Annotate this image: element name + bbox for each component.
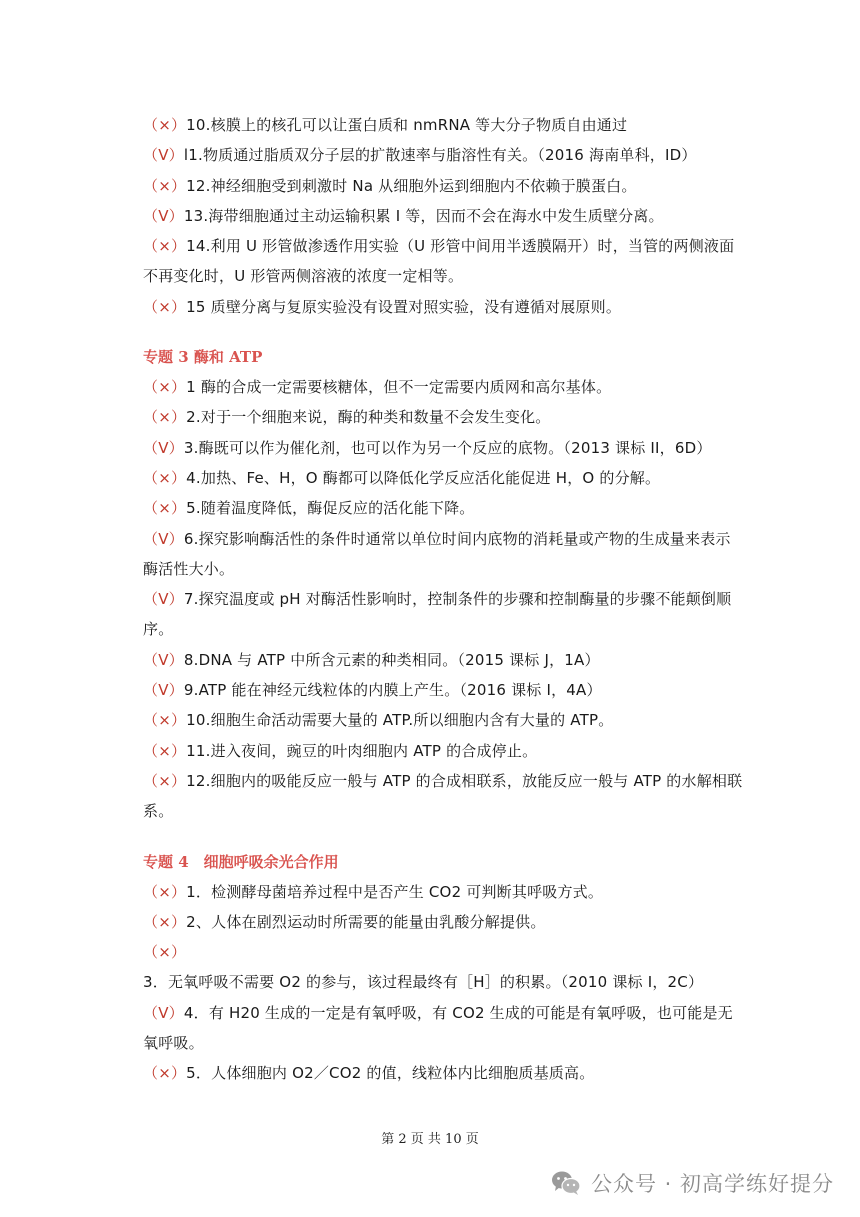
- item-text: l1.物质通过脂质双分子层的扩散速率与脂溶性有关。（2016 海南单科，ID）: [183, 146, 697, 165]
- list-item: [143, 372, 743, 402]
- item-text: 12.细胞内的吸能反应一般与 ATP 的合成相联系，放能反应一般与 ATP 的水解相联系。: [143, 771, 743, 821]
- item-text: 10.细胞生命活动需要大量的 ATP.所以细胞内含有大量的 ATP。: [186, 711, 614, 730]
- answer-mark: （×）: [143, 1064, 187, 1083]
- section-title-enzyme-atp: 专题 3 酶和 ATP: [143, 348, 263, 367]
- answer-mark: （V）: [143, 681, 184, 700]
- item-text: 4．有 H20 生成的一定是有氧呼吸，有 CO2 生成的可能是有氧呼吸，也可能是无氧呼吸。: [143, 1003, 733, 1053]
- item-text: 9.ATP 能在神经元线粒体的内膜上产生。（2016 课标 I，4A）: [183, 681, 602, 700]
- list-item: [143, 171, 743, 201]
- list-item: [143, 584, 743, 645]
- item-text: 14.利用 U 形管做渗透作用实验（U 形管中间用半透膜隔开）时，当管的两侧液面不再变化时，U 形管两侧溶液的浓度一定相等。: [143, 237, 735, 286]
- item-list-respiration: [143, 877, 743, 1089]
- answer-mark: （×）: [143, 741, 187, 760]
- answer-mark: （×）: [143, 237, 187, 256]
- answer-mark: （V）: [143, 146, 184, 165]
- item-text: 11.进入夜间，豌豆的叶肉细胞内 ATP 的合成停止。: [186, 741, 538, 760]
- answer-mark: （×）: [143, 711, 187, 730]
- item-text: 10.核膜上的核孔可以让蛋白质和 nmRNA 等大分子物质自由通过: [186, 116, 628, 134]
- list-item: [143, 1058, 743, 1088]
- answer-mark: （×）: [143, 882, 187, 901]
- list-item: [143, 524, 743, 585]
- list-item: [143, 463, 743, 493]
- watermark-text: 公众号 · 初高学练好提分: [590, 1172, 834, 1196]
- item-text: 5.随着温度降低，酶促反应的活化能下降。: [186, 499, 475, 518]
- list-item: [143, 140, 743, 170]
- list-item: [143, 231, 743, 292]
- item-text: 1．检测酵母菌培养过程中是否产生 CO2 可判断其呼吸方式。: [186, 882, 604, 901]
- list-item: [143, 998, 743, 1059]
- list-item: [143, 292, 743, 322]
- item-text: 7.探究温度或 pH 对酶活性影响时，控制条件的步骤和控制酶量的步骤不能颠倒顺序。: [143, 590, 732, 639]
- list-item: [143, 493, 743, 523]
- list-item: [143, 201, 743, 231]
- answer-mark: （V）: [143, 438, 184, 457]
- answer-mark: （×）: [143, 771, 187, 790]
- watermark: [551, 1165, 834, 1201]
- list-item: [143, 402, 743, 432]
- page-content: [143, 110, 743, 1089]
- item-text: 4.加热、Fe、H，O 酶都可以降低化学反应活化能促进 H，O 的分解。: [186, 468, 661, 487]
- list-item: [143, 736, 743, 766]
- list-item: [143, 766, 743, 827]
- item-text: 1 酶的合成一定需要核糖体，但不一定需要内质网和高尔基体。: [186, 378, 612, 397]
- answer-mark: （×）: [143, 499, 187, 518]
- answer-mark: （V）: [143, 529, 184, 548]
- answer-mark: （×）: [143, 912, 187, 931]
- item-text: 6.探究影响酶活性的条件时通常以单位时间内底物的消耗量或产物的生成量来表示酶活性大小。: [143, 529, 731, 578]
- answer-mark: （×）: [143, 943, 187, 962]
- answer-mark: （×）: [143, 297, 187, 316]
- answer-mark: （V）: [143, 206, 184, 225]
- item-list-enzyme-atp: [143, 372, 743, 826]
- answer-mark: （V）: [143, 1003, 184, 1022]
- item-text: 2.对于一个细胞来说，酶的种类和数量不会发生变化。: [186, 408, 551, 427]
- answer-mark: （V）: [143, 650, 184, 669]
- item-text: 8.DNA 与 ATP 中所含元素的种类相同。（2015 课标 J，1A）: [183, 650, 600, 669]
- item-text: 3．无氧呼吸不需要 O2 的参与，该过程最终有［H］的积累。（2010 课标 I，2C）: [143, 973, 704, 992]
- item-text: 3.酶既可以作为催化剂，也可以作为另一个反应的底物。（2013 课标 II，6D）: [183, 438, 712, 457]
- wechat-icon: [551, 1170, 581, 1196]
- item-text: 15 质壁分离与复原实验没有设置对照实验，没有遵循对展原则。: [186, 297, 622, 316]
- section-title-respiration-photosynthesis: 专题 4 细胞呼吸余光合作用: [143, 852, 339, 871]
- list-item: [143, 907, 743, 937]
- answer-mark: （×）: [143, 116, 187, 134]
- item-list-membrane: [143, 110, 743, 322]
- item-text: 5．人体细胞内 O2／CO2 的值，线粒体内比细胞质基质高。: [186, 1064, 595, 1083]
- answer-mark: （×）: [143, 468, 187, 487]
- list-item: [143, 433, 743, 463]
- list-item: [143, 937, 743, 998]
- page-number-footer: 第 2 页 共 10 页: [381, 1132, 479, 1147]
- answer-mark: （×）: [143, 176, 187, 195]
- list-item: [143, 110, 743, 140]
- list-item: [143, 645, 743, 675]
- answer-mark: （V）: [143, 590, 184, 609]
- answer-mark: （×）: [143, 408, 187, 427]
- list-item: [143, 877, 743, 907]
- answer-mark: （×）: [143, 378, 187, 397]
- item-text: 13.海带细胞通过主动运输积累 I 等，因而不会在海水中发生质壁分离。: [183, 206, 664, 225]
- list-item: [143, 705, 743, 735]
- item-text: 12.神经细胞受到刺激时 Na 从细胞外运到细胞内不依赖于膜蛋白。: [186, 176, 637, 195]
- item-text: 2、人体在剧烈运动时所需要的能量由乳酸分解提供。: [186, 912, 546, 931]
- list-item: [143, 675, 743, 705]
